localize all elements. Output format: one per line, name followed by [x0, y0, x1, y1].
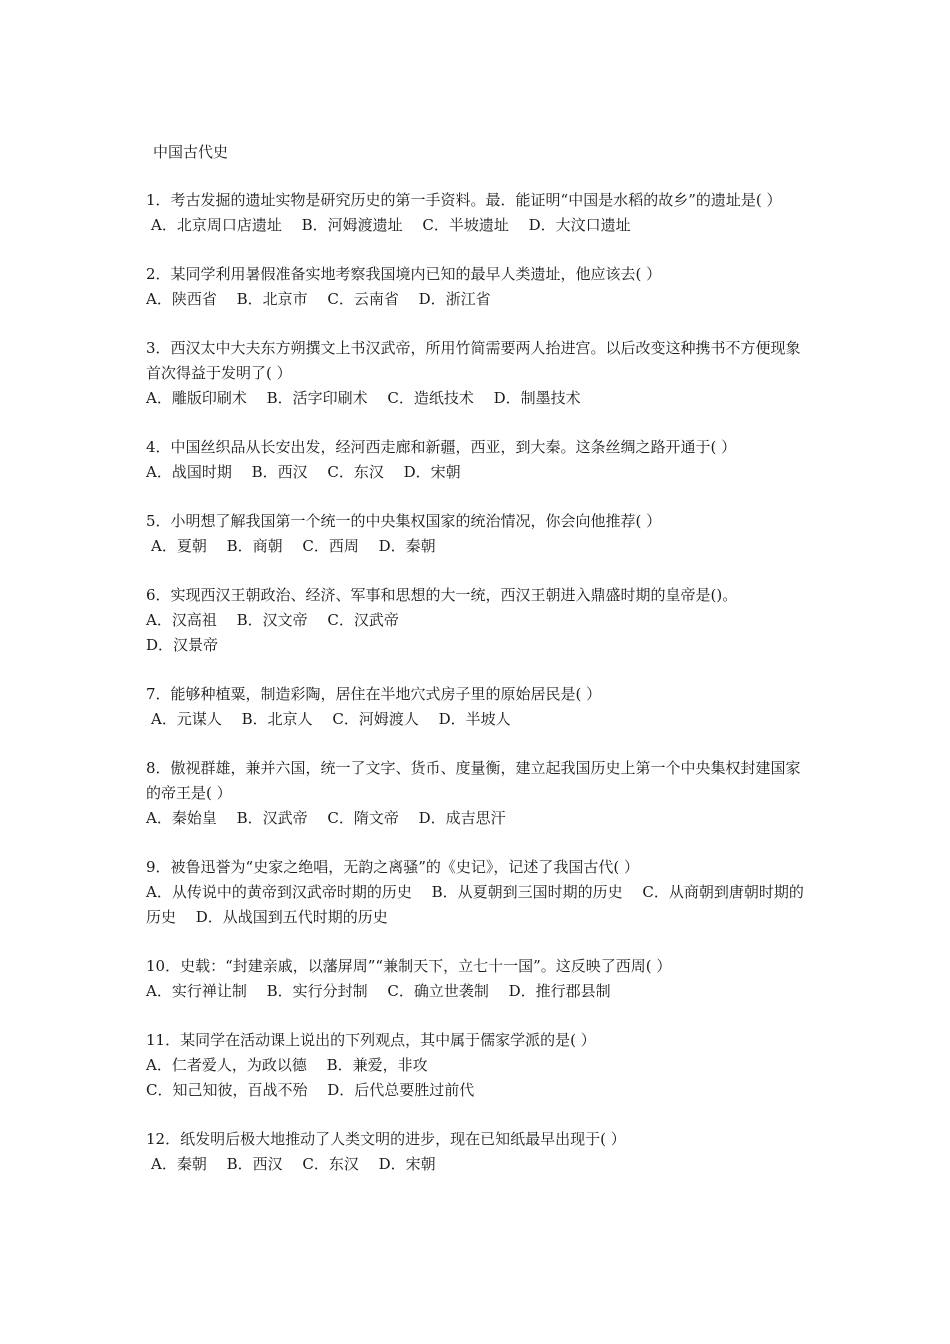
question-options: A．秦朝 B．西汉 C．东汉 D．宋朝 [151, 1155, 436, 1173]
question-stem: 4．中国丝织品从长安出发，经河西走廊和新疆，西亚，到大秦。这条丝绸之路开通于( ） [146, 438, 737, 456]
document-title: 中国古代史 [153, 143, 229, 161]
question-stem: 9．被鲁迅誉为“史家之绝唱，无韵之离骚”的《史记》，记述了我国古代( ） [146, 858, 640, 876]
question-options: C．知己知彼，百战不殆 D．后代总要胜过前代 [146, 1081, 475, 1099]
question-options: A．实行禅让制 B．实行分封制 C．确立世袭制 D．推行郡县制 [146, 982, 611, 1000]
question-options: A．战国时期 B．西汉 C．东汉 D．宋朝 [146, 463, 461, 481]
question-options: A．夏朝 B．商朝 C．西周 D．秦朝 [151, 537, 436, 555]
question-options: A．雕版印刷术 B．活字印刷术 C．造纸技术 D．制墨技术 [146, 389, 581, 407]
question-2 [146, 262, 814, 312]
question-options: D．汉景帝 [146, 636, 219, 654]
question-stem: 12．纸发明后极大地推动了人类文明的进步，现在已知纸最早出现于( ） [146, 1130, 626, 1148]
question-stem: 5．小明想了解我国第一个统一的中央集权国家的统治情况，你会向他推荐( ） [146, 512, 662, 530]
question-11 [146, 1028, 814, 1103]
question-5 [146, 509, 814, 559]
question-options: A．元谋人 B．北京人 C．河姆渡人 D．半坡人 [151, 710, 511, 728]
question-8 [146, 756, 814, 831]
question-10 [146, 954, 814, 1004]
question-options: A．从传说中的黄帝到汉武帝时期的历史 B．从夏朝到三国时期的历史 C．从商朝到唐朝时期的历史 D．从战国到五代时期的历史 [146, 883, 804, 926]
question-4 [146, 435, 814, 485]
question-7 [146, 682, 814, 732]
question-options: A．汉高祖 B．汉文帝 C．汉武帝 [146, 611, 399, 629]
question-stem: 10．史载：“封建亲戚，以藩屏周”“兼制天下，立七十一国”。这反映了西周( ） [146, 957, 672, 975]
question-stem: 7．能够种植粟，制造彩陶，居住在半地穴式房子里的原始居民是( ） [146, 685, 602, 703]
question-3 [146, 336, 814, 411]
question-options: A．仁者爱人，为政以德 B．兼爱，非攻 [146, 1056, 428, 1074]
question-options: A．秦始皇 B．汉武帝 C．隋文帝 D．成吉思汗 [146, 809, 506, 827]
question-options: A．陕西省 B．北京市 C．云南省 D．浙江省 [146, 290, 491, 308]
question-12 [146, 1127, 814, 1177]
question-stem: 11．某同学在活动课上说出的下列观点，其中属于儒家学派的是( ） [146, 1031, 596, 1049]
question-1 [146, 188, 814, 238]
question-6 [146, 583, 814, 658]
question-stem: 2．某同学利用暑假准备实地考察我国境内已知的最早人类遗址，他应该去( ） [146, 265, 662, 283]
question-stem: 8．傲视群雄，兼并六国，统一了文字、货币、度量衡，建立起我国历史上第一个中央集权封建国家的帝王是( ） [146, 759, 801, 802]
question-options: A．北京周口店遗址 B．河姆渡遗址 C．半坡遗址 D．大汶口遗址 [151, 216, 631, 234]
document-page [146, 140, 814, 1201]
question-stem: 6．实现西汉王朝政治、经济、军事和思想的大一统，西汉王朝进入鼎盛时期的皇帝是()。 [146, 586, 738, 604]
question-stem: 3．西汉太中大夫东方朔撰文上书汉武帝，所用竹简需要两人抬进宫。以后改变这种携书不方便现象首次得益于发明了( ） [146, 339, 801, 382]
question-stem: 1．考古发掘的遗址实物是研究历史的第一手资料。最．能证明“中国是水稻的故乡”的遗址是( ） [146, 191, 782, 209]
question-9 [146, 855, 814, 930]
